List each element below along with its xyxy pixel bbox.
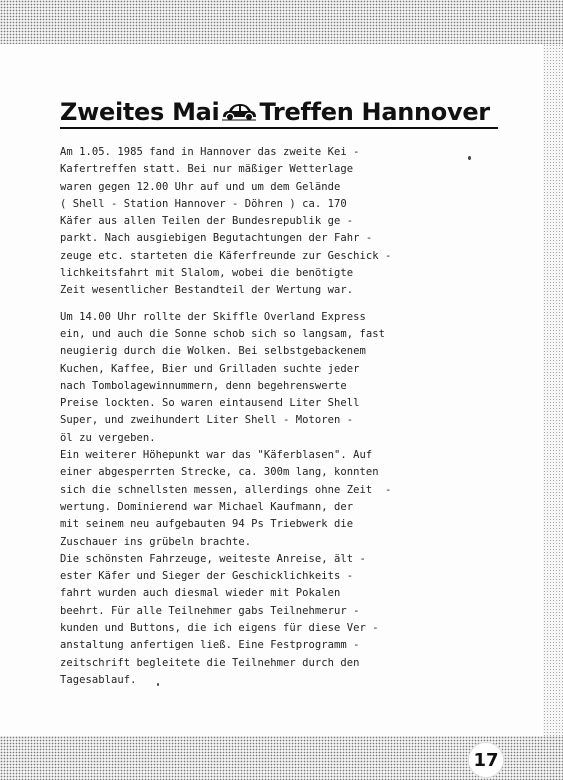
- text-line: anstaltung anfertigen ließ. Eine Festprogramm -: [60, 639, 360, 652]
- article-body: [60, 144, 440, 689]
- title-underline: [60, 127, 498, 129]
- text-line: Tagesablauf.: [60, 673, 137, 686]
- beetle-car-icon: [221, 101, 257, 123]
- text-line: zeuge etc. starteten die Käferfreunde zur Geschick -: [60, 249, 392, 262]
- text-line: Die schönsten Fahrzeuge, weiteste Anreise, ält -: [60, 552, 366, 565]
- text-line: Zeit wesentlicher Bestandteil der Wertung war.: [60, 284, 354, 297]
- scan-speck: [468, 156, 471, 160]
- text-line: ( Shell - Station Hannover - Döhren ) ca. 170: [60, 197, 347, 210]
- text-line: kunden und Buttons, die ich eigens für diese Ver -: [60, 622, 379, 635]
- text-line: zeitschrift begleitete die Teilnehmer durch den: [60, 656, 360, 669]
- title-text-start: Zweites Mai: [60, 98, 220, 126]
- text-line: Ein weiterer Höhepunkt war das "Käferblasen". Auf: [60, 449, 373, 462]
- text-line: parkt. Nach ausgiebigen Begutachtungen der Fahr -: [60, 232, 373, 245]
- halftone-border-right: [543, 44, 563, 736]
- text-line: einer abgesperrten Strecke, ca. 300m lang, konnten: [60, 466, 379, 479]
- text-line: fahrt wurden auch diesmal wieder mit Pokalen: [60, 587, 341, 600]
- text-line: ein, und auch die Sonne schob sich so langsam, fast: [60, 327, 385, 340]
- text-line: Kuchen, Kaffee, Bier und Grilladen suchte jeder: [60, 362, 360, 375]
- text-line: öl zu vergeben.: [60, 431, 156, 444]
- paragraph-gap: [60, 300, 440, 309]
- text-line: Super, und zweihundert Liter Shell - Motoren -: [60, 414, 354, 427]
- page-number: 17: [468, 742, 504, 778]
- text-line: Preise lockten. So waren eintausend Liter Shell: [60, 397, 360, 410]
- text-line: lichkeitsfahrt mit Slalom, wobei die benötigte: [60, 267, 354, 280]
- text-line: Am 1.05. 1985 fand in Hannover das zweite Kei -: [60, 146, 360, 158]
- text-line: sich die schnellsten messen, allerdings ohne Zeit -: [60, 483, 392, 496]
- text-line: Kafertreffen statt. Bei nur mäßiger Wetterlage: [60, 163, 354, 176]
- text-line: Zuschauer ins grübeln brachte.: [60, 535, 252, 548]
- text-line: waren gegen 12.00 Uhr auf und um dem Gelände: [60, 180, 341, 193]
- halftone-border-top: [0, 0, 563, 44]
- text-line: mit seinem neu aufgebauten 94 Ps Triebwerk die: [60, 518, 354, 531]
- text-line: Käfer aus allen Teilen der Bundesrepublik ge -: [60, 215, 354, 228]
- text-line: ester Käfer und Sieger der Geschicklichkeits -: [60, 570, 354, 583]
- text-line: Um 14.00 Uhr rollte der Skiffle Overland Express: [60, 310, 366, 323]
- text-line: nach Tombolagewinnummern, denn begehrenswerte: [60, 379, 347, 392]
- article-title: [60, 90, 500, 126]
- title-text-end: Treffen Hannover: [259, 98, 490, 126]
- text-line: beehrt. Für alle Teilnehmer gabs Teilnehmerur -: [60, 604, 360, 617]
- scan-speck: [157, 683, 159, 686]
- text-line: wertung. Dominierend war Michael Kaufmann, der: [60, 500, 354, 513]
- text-line: neugierig durch die Wolken. Bei selbstgebackenem: [60, 345, 366, 358]
